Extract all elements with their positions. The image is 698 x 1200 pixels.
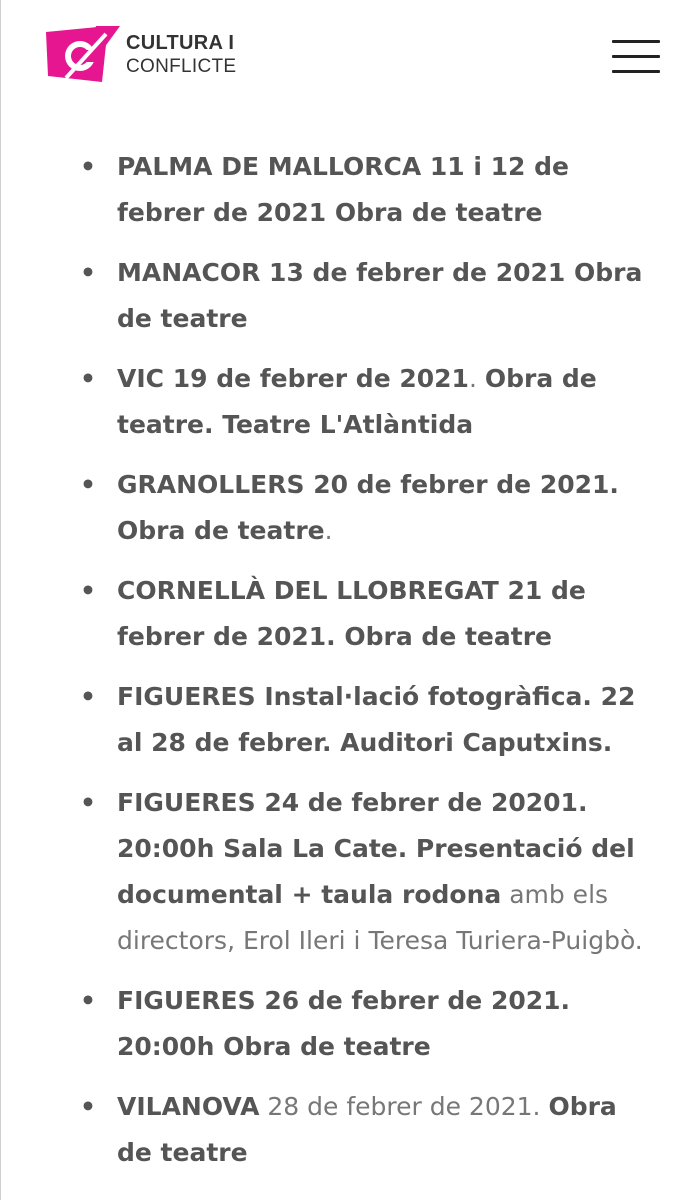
bullet-point: •	[80, 1092, 96, 1121]
logo-name-line2: CONFLICTE	[126, 56, 237, 77]
event-list-item	[72, 250, 652, 342]
left-edge-border	[0, 0, 1, 1200]
event-list-item	[72, 978, 652, 1070]
event-list-item	[72, 144, 652, 236]
bullet-point: •	[80, 152, 96, 181]
event-text: .	[324, 516, 333, 545]
bullet-point: •	[80, 986, 96, 1015]
event-text: GRANOLLERS 20 de febrer de 2021. Obra de teatre	[117, 470, 619, 545]
event-text: Obra de teatre	[117, 1092, 617, 1167]
menu-bar	[612, 55, 660, 58]
bullet-point: •	[80, 364, 96, 393]
event-list-item	[72, 780, 652, 964]
event-list-item	[72, 568, 652, 660]
menu-bar	[612, 70, 660, 73]
site-header	[0, 0, 698, 110]
site-logo-link[interactable]	[46, 26, 236, 84]
bullet-point: •	[80, 470, 96, 499]
event-text: PALMA DE MALLORCA 11 i 12 de febrer de 2021 Obra de teatre	[117, 152, 569, 227]
bullet-point: •	[80, 682, 96, 711]
event-text: 28 de febrer de 2021.	[259, 1092, 549, 1121]
bullet-point: •	[80, 576, 96, 605]
hamburger-menu-icon[interactable]	[612, 40, 660, 74]
event-text: FIGUERES 24 de febrer de 20201. 20:00h Sala La Cate. Presentació del documental + taula rodona	[117, 788, 635, 909]
bullet-point: •	[80, 258, 96, 287]
event-text: .	[468, 364, 485, 393]
event-text: Obra de teatre. Teatre L'Atlàntida	[117, 364, 597, 439]
event-text: VILANOVA	[117, 1092, 260, 1121]
event-list-item	[72, 356, 652, 448]
logo-text	[126, 31, 236, 79]
menu-bar	[612, 40, 660, 43]
event-list-item	[72, 462, 652, 554]
event-text: FIGUERES 26 de febrer de 2021. 20:00h Obra de teatre	[117, 986, 571, 1061]
event-text: VIC 19 de febrer de 2021	[117, 364, 469, 393]
bullet-point: •	[80, 788, 96, 817]
events-list	[72, 144, 652, 1190]
logo-name-line1: CULTURA I	[126, 32, 235, 54]
event-text: FIGUERES Instal·lació fotogràfica. 22 al 28 de febrer. Auditori Caputxins.	[117, 682, 636, 757]
event-list-item	[72, 1084, 652, 1176]
event-text: MANACOR 13 de febrer de 2021 Obra de teatre	[117, 258, 643, 333]
event-text: CORNELLÀ DEL LLOBREGAT 21 de febrer de 2021. Obra de teatre	[117, 576, 586, 651]
logo-mark-icon	[46, 26, 120, 84]
event-text: amb els directors, Erol Ileri i Teresa Turiera-Puigbò.	[117, 880, 643, 955]
event-list-item	[72, 674, 652, 766]
